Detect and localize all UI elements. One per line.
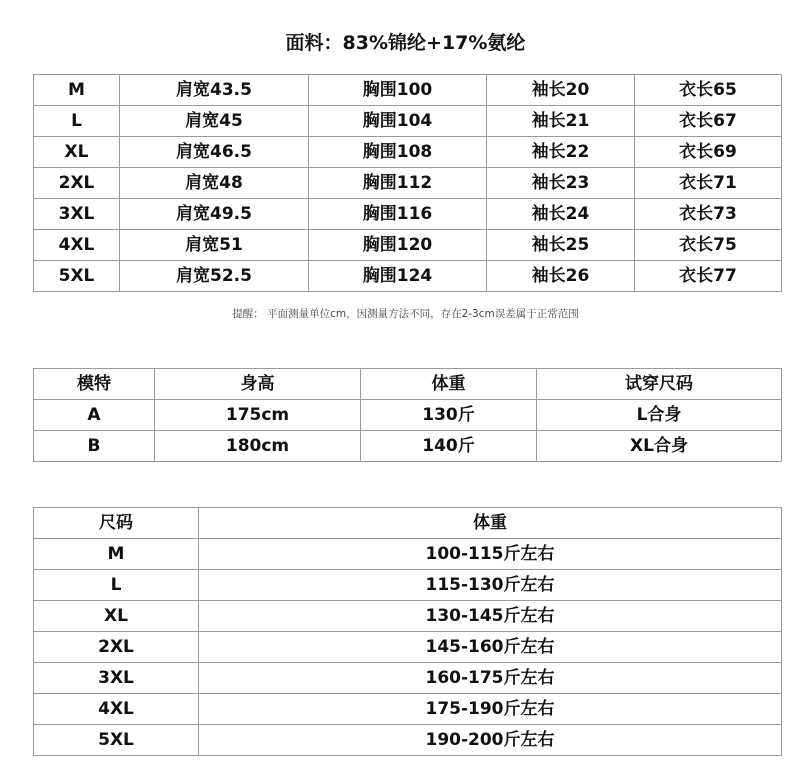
header-fit-size: 试穿尺码 bbox=[537, 369, 782, 400]
weight-range: 175-190斤左右 bbox=[199, 694, 782, 725]
model-fit: L合身 bbox=[537, 400, 782, 431]
model-label: B bbox=[34, 431, 155, 462]
chest-measure: 胸围104 bbox=[309, 106, 487, 137]
table-row bbox=[34, 431, 782, 462]
table-header-row bbox=[34, 369, 782, 400]
table-row bbox=[34, 106, 782, 137]
table-row bbox=[34, 570, 782, 601]
fabric-title: 面料：83%锦纶+17%氨纶 bbox=[285, 32, 526, 54]
table-row bbox=[34, 137, 782, 168]
table-row bbox=[34, 663, 782, 694]
size-label: 5XL bbox=[34, 261, 120, 292]
model-weight: 140斤 bbox=[361, 431, 537, 462]
sleeve-length: 袖长26 bbox=[487, 261, 635, 292]
header-weight: 体重 bbox=[361, 369, 537, 400]
model-height: 175cm bbox=[155, 400, 361, 431]
chest-measure: 胸围100 bbox=[309, 75, 487, 106]
size-label: 3XL bbox=[34, 663, 199, 694]
table-row bbox=[34, 400, 782, 431]
chest-measure: 胸围116 bbox=[309, 199, 487, 230]
size-label: L bbox=[34, 106, 120, 137]
size-label: M bbox=[34, 75, 120, 106]
model-fit: XL合身 bbox=[537, 431, 782, 462]
weight-range: 160-175斤左右 bbox=[199, 663, 782, 694]
size-label: XL bbox=[34, 137, 120, 168]
header-size: 尺码 bbox=[34, 508, 199, 539]
size-label: 2XL bbox=[34, 632, 199, 663]
garment-length: 衣长67 bbox=[635, 106, 782, 137]
chest-measure: 胸围108 bbox=[309, 137, 487, 168]
weight-range: 100-115斤左右 bbox=[199, 539, 782, 570]
weight-range: 145-160斤左右 bbox=[199, 632, 782, 663]
table-row bbox=[34, 694, 782, 725]
chest-measure: 胸围120 bbox=[309, 230, 487, 261]
size-label: 4XL bbox=[34, 694, 199, 725]
size-label: 4XL bbox=[34, 230, 120, 261]
size-label: 5XL bbox=[34, 725, 199, 756]
table-row bbox=[34, 632, 782, 663]
weight-range: 130-145斤左右 bbox=[199, 601, 782, 632]
shoulder-width: 肩宽45 bbox=[120, 106, 309, 137]
sleeve-length: 袖长23 bbox=[487, 168, 635, 199]
garment-length: 衣长69 bbox=[635, 137, 782, 168]
size-label: XL bbox=[34, 601, 199, 632]
table-row bbox=[34, 261, 782, 292]
weight-range: 115-130斤左右 bbox=[199, 570, 782, 601]
size-measurement-table bbox=[33, 74, 782, 292]
garment-length: 衣长77 bbox=[635, 261, 782, 292]
size-label: 3XL bbox=[34, 199, 120, 230]
measurement-note: 提醒： 平面测量单位cm，因测量方法不同，存在2-3cm误差属于正常范围 bbox=[232, 308, 579, 320]
sleeve-length: 袖长24 bbox=[487, 199, 635, 230]
shoulder-width: 肩宽48 bbox=[120, 168, 309, 199]
table-row bbox=[34, 75, 782, 106]
table-row bbox=[34, 199, 782, 230]
header-weight: 体重 bbox=[199, 508, 782, 539]
table-header-row bbox=[34, 508, 782, 539]
shoulder-width: 肩宽52.5 bbox=[120, 261, 309, 292]
model-label: A bbox=[34, 400, 155, 431]
sleeve-length: 袖长25 bbox=[487, 230, 635, 261]
header-height: 身高 bbox=[155, 369, 361, 400]
shoulder-width: 肩宽51 bbox=[120, 230, 309, 261]
shoulder-width: 肩宽49.5 bbox=[120, 199, 309, 230]
model-height: 180cm bbox=[155, 431, 361, 462]
shoulder-width: 肩宽46.5 bbox=[120, 137, 309, 168]
sleeve-length: 袖长20 bbox=[487, 75, 635, 106]
table-row bbox=[34, 230, 782, 261]
shoulder-width: 肩宽43.5 bbox=[120, 75, 309, 106]
chest-measure: 胸围124 bbox=[309, 261, 487, 292]
sleeve-length: 袖长21 bbox=[487, 106, 635, 137]
garment-length: 衣长75 bbox=[635, 230, 782, 261]
header-model: 模特 bbox=[34, 369, 155, 400]
size-label: M bbox=[34, 539, 199, 570]
size-label: L bbox=[34, 570, 199, 601]
chest-measure: 胸围112 bbox=[309, 168, 487, 199]
table-row bbox=[34, 168, 782, 199]
table-row bbox=[34, 539, 782, 570]
model-weight: 130斤 bbox=[361, 400, 537, 431]
weight-range: 190-200斤左右 bbox=[199, 725, 782, 756]
garment-length: 衣长65 bbox=[635, 75, 782, 106]
garment-length: 衣长71 bbox=[635, 168, 782, 199]
model-fit-table bbox=[33, 368, 782, 462]
size-weight-table bbox=[33, 507, 782, 756]
size-label: 2XL bbox=[34, 168, 120, 199]
table-row bbox=[34, 725, 782, 756]
garment-length: 衣长73 bbox=[635, 199, 782, 230]
table-row bbox=[34, 601, 782, 632]
sleeve-length: 袖长22 bbox=[487, 137, 635, 168]
